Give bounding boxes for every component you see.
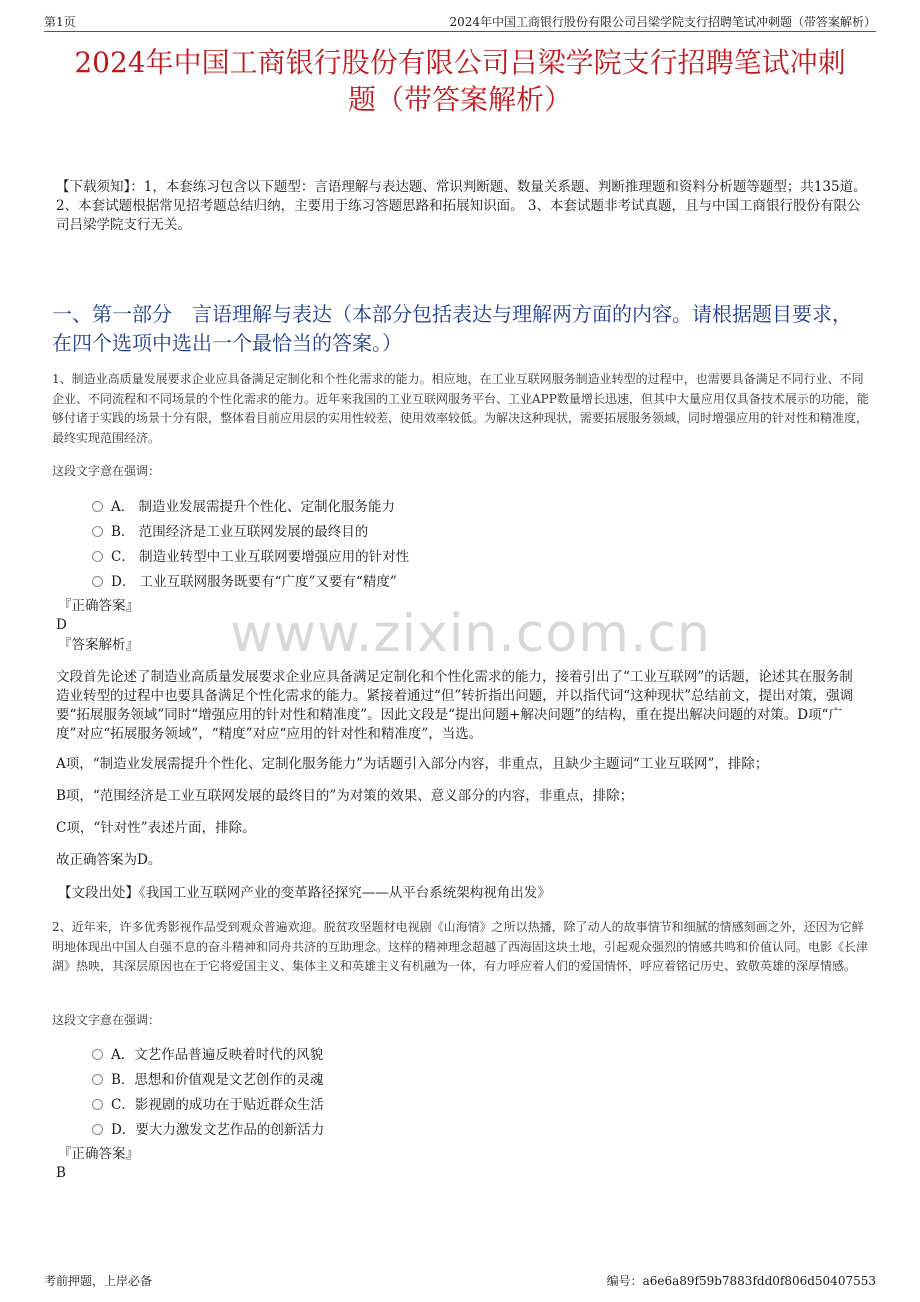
q1-option-b[interactable]: B． 范围经济是工业互联网发展的最终目的 [92,517,552,542]
title-line-1: 2024年中国工商银行股份有限公司吕梁学院支行招聘笔试冲刺 [74,46,846,79]
q2-option-b[interactable]: B．思想和价值观是文艺创作的灵魂 [92,1065,552,1090]
watermark: www.zixin.com.cn [230,604,711,664]
q1-analysis-main: 文段首先论述了制造业高质量发展要求企业应具备满足定制化和个性化需求的能力，接着引出了“工业互联网”的话题，论述其在服务制造业转型的过程中也要具备满足个性化需求的能力。紧接着通过“但”转折指出问题，并以指代词“这种现状”总结前文，提出对策，强调要“拓展服务领域”同时“增强应用的针对性和精准度”。因此文段是“提出问题+解决问题”的结构，重在提出解决问题的对策。D项“广度”对应“拓展服务领域”，“精度”对应“应用的针对性和精准度”，当选。 [56,669,854,742]
q1-analysis-label: 『答案解析』 [58,637,139,653]
q2-answer-label: 『正确答案』 [58,1146,139,1162]
radio-icon[interactable] [92,1049,103,1060]
q2-option-a[interactable]: A．文艺作品普遍反映着时代的风貌 [92,1040,552,1065]
page-number: 第1页 [44,15,76,29]
question-2-lead: 这段文字意在强调： [52,1013,161,1027]
question-1-text: 1、制造业高质量发展要求企业应具备满足定制化和个性化需求的能力。相应地，在工业互联网服务制造业转型的过程中，也需要具备满足不同行业、不同企业、不同流程和不同场景的个性化需求的能力。近年来我国的工业互联网服务平台、工业APP数量增长迅速，但其中大量应用仅具备技术展示的功能，能够付诸于实践的场景十分有限，整体看目前应用层的实用性较差，使用效率较低。为解决这种现状，需要拓展服务领域，同时增强应用的针对性和精准度，最终实现范围经济。 [52,372,869,445]
title-line-2: 题（带答案解析） [347,83,572,116]
question-1-options [92,492,552,592]
q1-analysis-a: A项，“制造业发展需提升个性化、定制化服务能力”为话题引入部分内容，非重点，且缺少主题词“工业互联网”，排除； [56,756,769,772]
radio-icon[interactable] [92,1074,103,1085]
radio-icon[interactable] [92,501,103,512]
page-footer [44,1272,876,1290]
footer-serial: 编号：a6e6a89f59b7883fdd0f806d50407553 [606,1274,876,1288]
q2-answer: B [56,1165,66,1181]
q1-answer-label: 『正确答案』 [58,598,139,614]
q1-option-c[interactable]: C． 制造业转型中工业互联网要增强应用的针对性 [92,542,552,567]
radio-icon[interactable] [92,1099,103,1110]
q1-source: 【文段出处】《我国工业互联网产业的变革路径探究——从平台系统架构视角出发》 [58,885,551,901]
q1-option-d[interactable]: D． 工业互联网服务既要有“广度”又要有“精度” [92,567,552,592]
section-heading: 一、第一部分 言语理解与表达（本部分包括表达与理解两方面的内容。请根据题目要求，在四个选项中选出一个最恰当的答案。） [52,302,852,355]
q1-option-a[interactable]: A． 制造业发展需提升个性化、定制化服务能力 [92,492,552,517]
header-doc-title: 2024年中国工商银行股份有限公司吕梁学院支行招聘笔试冲刺题（带答案解析） [449,15,876,29]
q1-answer: D [56,617,67,633]
q2-option-d[interactable]: D．要大力激发文艺作品的创新活力 [92,1115,552,1140]
footer-slogan: 考前押题，上岸必备 [44,1274,153,1288]
question-1-lead: 这段文字意在强调： [52,464,161,478]
page-header [44,12,876,32]
download-notice: 【下载须知】：1，本套练习包含以下题型：言语理解与表达题、常识判断题、数量关系题、判断推理题和资料分析题等题型；共135道。 2、本套试题根据常见招考题总结归纳，主要用于练习答题思路和拓展知识面。 3、本套试题非考试真题，且与中国工商银行股份有限公司吕梁学院支行无关。 [56,179,867,233]
q1-analysis-c: C项，“针对性”表述片面，排除。 [56,820,256,836]
radio-icon[interactable] [92,576,103,587]
q2-option-c[interactable]: C．影视剧的成功在于贴近群众生活 [92,1090,552,1115]
radio-icon[interactable] [92,526,103,537]
radio-icon[interactable] [92,551,103,562]
q1-analysis-conclusion: 故正确答案为D。 [56,852,162,868]
question-2-text: 2、近年来，许多优秀影视作品受到观众普遍欢迎。脱贫攻坚题材电视剧《山海情》之所以热播，除了动人的故事情节和细腻的情感刻画之外，还因为它鲜明地体现出中国人自强不息的奋斗精神和同舟共济的互助理念。这样的精神理念超越了西海固这块土地，引起观众强烈的情感共鸣和价值认同。电影《长津湖》热映，其深层原因也在于它将爱国主义、集体主义和英雄主义有机融为一体，有力呼应着人们的爱国情怀，呼应着铭记历史、致敬英雄的深厚情感。 [52,920,869,973]
q1-analysis-b: B项，“范围经济是工业互联网发展的最终目的”为对策的效果、意义部分的内容，非重点，排除； [56,788,634,804]
question-2-options [92,1040,552,1140]
document-title [40,44,880,118]
radio-icon[interactable] [92,1124,103,1135]
